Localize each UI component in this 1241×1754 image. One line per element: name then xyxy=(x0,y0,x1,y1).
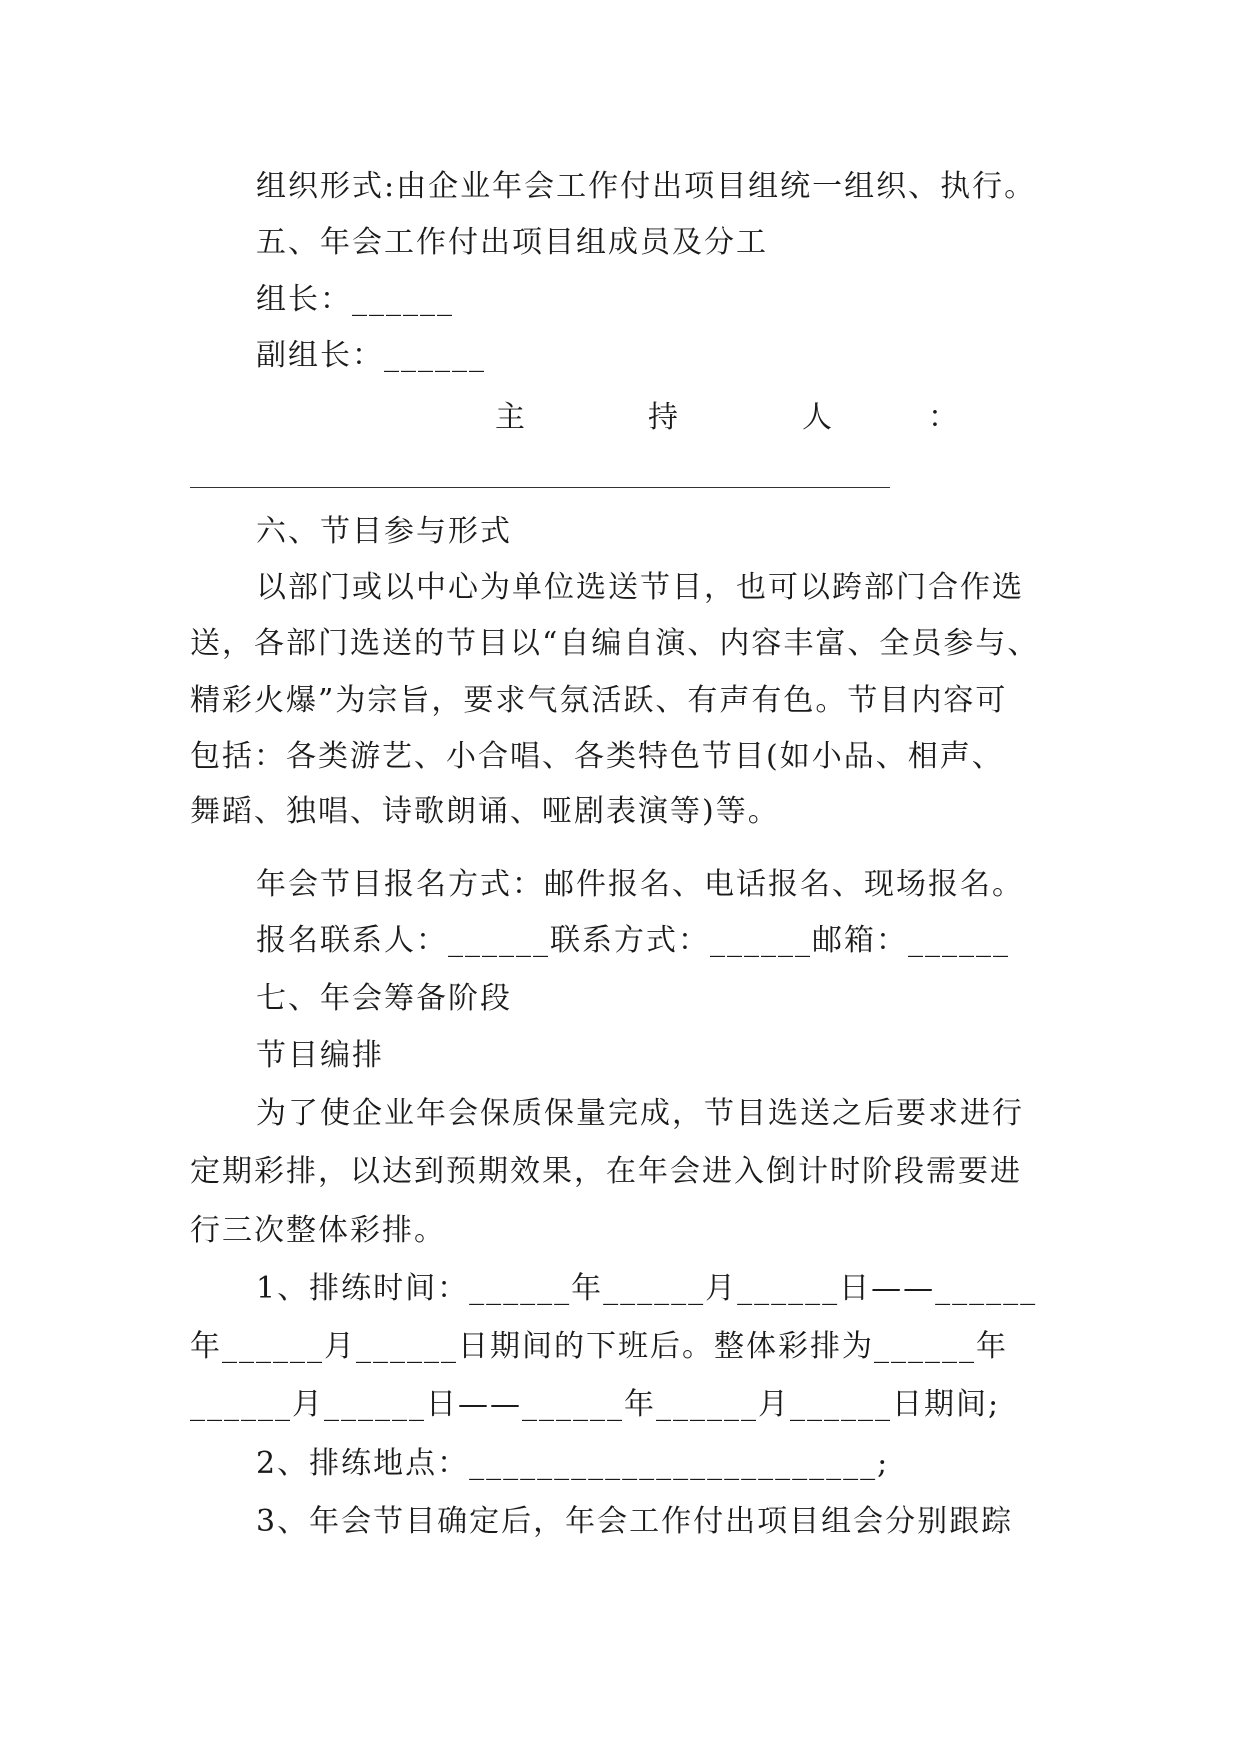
paragraph-line: 送，各部门选送的节目以“自编自演、内容丰富、全员参与、 xyxy=(190,626,1040,661)
host-char-1: 主 xyxy=(495,400,525,435)
field-rehearsal-place: 2、排练地点：________________________; xyxy=(256,1446,890,1481)
paragraph-line: 精彩火爆”为宗旨，要求气氛活跃、有声有色。节目内容可 xyxy=(190,683,1008,718)
field-host xyxy=(190,398,1050,438)
host-blank-line xyxy=(190,487,890,488)
paragraph-line: 为了使企业年会保质保量完成，节目选送之后要求进行 xyxy=(256,1096,1024,1131)
field-rehearsal-time-cont: 年______月______日期间的下班后。整体彩排为______年 xyxy=(190,1329,1008,1364)
field-deputy-leader: 副组长：______ xyxy=(256,338,486,373)
paragraph-line: 包括：各类游艺、小合唱、各类特色节目(如小品、相声、 xyxy=(190,739,1004,774)
paragraph-line: 3、年会节目确定后，年会工作付出项目组会分别跟踪 xyxy=(256,1504,1014,1539)
field-rehearsal-time-cont: ______月______日——______年______月______日期间; xyxy=(190,1387,1001,1422)
paragraph-line: 以部门或以中心为单位选送节目，也可以跨部门合作选 xyxy=(256,570,1024,605)
field-rehearsal-time: 1、排练时间：______年______月______日——______ xyxy=(256,1271,1038,1306)
heading-section-5: 五、年会工作付出项目组成员及分工 xyxy=(256,225,768,260)
paragraph-signup-method: 年会节目报名方式：邮件报名、电话报名、现场报名。 xyxy=(256,867,1024,902)
heading-section-7: 七、年会筹备阶段 xyxy=(256,981,512,1016)
host-char-3: 人 xyxy=(802,400,832,435)
paragraph-line: 舞蹈、独唱、诗歌朗诵、哑剧表演等)等。 xyxy=(190,794,780,829)
field-signup-contacts: 报名联系人：______联系方式：______邮箱：______ xyxy=(256,923,1010,958)
paragraph-org-form: 组织形式:由企业年会工作付出项目组统一组织、执行。 xyxy=(256,169,1037,204)
host-colon: ： xyxy=(928,400,958,435)
heading-section-6: 六、节目参与形式 xyxy=(256,514,512,549)
subheading-program: 节目编排 xyxy=(256,1038,384,1073)
host-char-2: 持 xyxy=(648,400,678,435)
paragraph-line: 定期彩排，以达到预期效果，在年会进入倒计时阶段需要进 xyxy=(190,1154,1022,1189)
field-group-leader: 组长：______ xyxy=(256,282,454,317)
paragraph-line: 行三次整体彩排。 xyxy=(190,1213,446,1248)
